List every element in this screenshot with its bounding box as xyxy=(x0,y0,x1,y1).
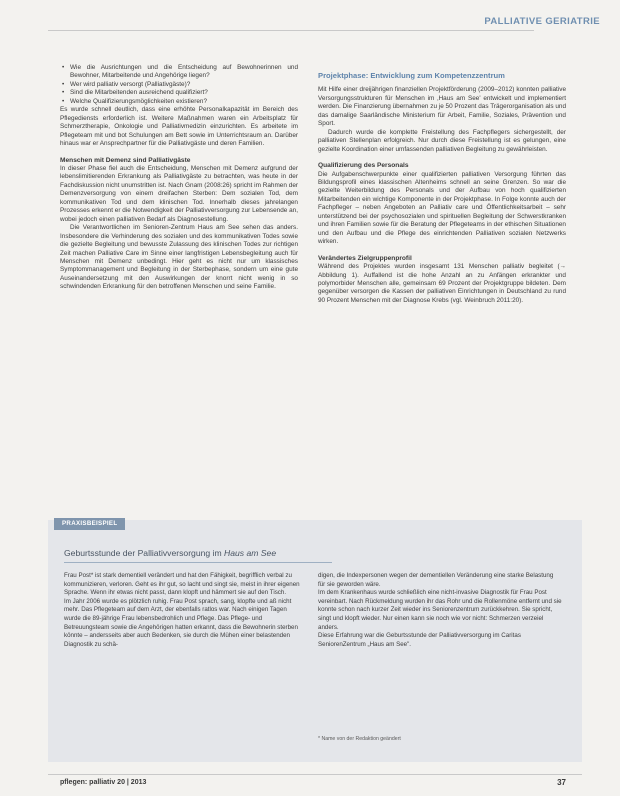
left-column xyxy=(60,64,298,292)
question-item: • Wer wird palliativ versorgt (Palliativgäste)? xyxy=(60,81,298,89)
practice-example-title xyxy=(64,548,564,558)
practice-story-left: Frau Post* ist stark dementiell verändert und hat den Fähigkeit, begrifflich verbal zu kommunizieren, verloren. Geht es ihr gut, so lacht und singt sie, meist in ihrer eigenen Sprache. Wenn ihr etwas nicht passt, dann klopft und hämmert sie auf den Tisch. Im Jahr 2006 wurde es plötzlich ruhig. Frau Post sprach, sang, klopfte und aß nicht mehr. Das Pflegeteam auf dem Arzt, der ebenfalls ratlos war. Nach einigen Tagen wurde die 89-jährige Frau lebensbedrohlich und Pflege. Das Pflege- und Betreuungsteam sowie die Angehörigen hatten erkannt, dass die Bewohnerin sterben könnte – andersseits aber auch Bedenken, sie durch die Mühen einer belastenden Diagnostik zu schä- xyxy=(64,572,300,648)
practice-left-text xyxy=(64,572,302,649)
question-list xyxy=(60,64,298,106)
qualification-paragraph: Die Aufgabenschwerpunkte einer qualifizierten palliativen Versorgung führten das Bildungsprofil eines klassischen Altenheims schnell an seine Grenzen. So war die gezielte Weiterbildung des Personals und der Aufbau von hoch qualifizierten Mitarbeitenden ein wichtige Komponente in der Projektphase. In Folge konnte auch der Fachpfleger – neben Angeboten an Palliativ care und Öffentlichkeitsarbeit – sehr unterstützend bei der psychosozialen und spirituellen Begleitung der Schwerstkranken und ihren Familien sowie für die Beratung der Pflegeteams in der ethischen Situationen und den Aufbau und die Pflege des einrichtenden Palliativen sozialen Netzwerks wirken. xyxy=(318,170,566,246)
practice-title-emphasis: Haus am See xyxy=(224,548,277,558)
section-heading-target-group: Verändertes Zielgruppenprofil xyxy=(318,254,412,262)
section-header-label: PALLIATIVE GERIATRIE xyxy=(484,16,600,27)
right-column xyxy=(318,72,566,305)
practice-title-divider xyxy=(64,562,332,563)
page-number: 37 xyxy=(557,778,566,787)
project-phase-paragraph-2: Dadurch wurde die komplette Freistellung des Fachpflegers sichergestellt, der palliativen Stellenplan erfolgreich. Nur durch diese Freistellung ist es gelungen, eine gezielte Koordination einer umfassenden palliativen Begleitung zu gewährleisten. xyxy=(318,128,566,153)
practice-title-text: Geburtsstunde der Palliativversorgung im xyxy=(64,548,225,558)
practice-story-right: digen, die Indexpersonen wegen der dementiellen Veränderung eine starke Belastung für sie geworden wäre. Im dem Krankenhaus wurde schließlich eine nicht-invasive Diagnostik für Frau Post vereinbart. Nach Rückmeldung wurden ihr das Rohr und die Rollenmöne entfernt und sie konnte schon nach kurzer Zeit wieder ins Seniorenzentrum zurückkehren. Sie spricht, singt und klopft wieder. Nur einen kann sie noch wie vor nicht: Schmerzen verzeiel anders. Diese Erfahrung war die Geburtsstunde der Palliativversorgung im Caritas SeniorenZentrum „Haus am See". xyxy=(318,572,562,648)
practice-right-text xyxy=(318,572,562,649)
section-heading-dementia: Menschen mit Demenz sind Palliativgäste xyxy=(60,156,191,164)
header-divider xyxy=(48,30,534,31)
journal-name: pflegen: palliativ 20 | 2013 xyxy=(60,779,147,786)
question-item: • Sind die Mitarbeitenden ausreichend qualifiziert? xyxy=(60,89,298,97)
dementia-paragraph-1: In dieser Phase fiel auch die Entscheidung, Menschen mit Demenz aufgrund der lebenslimitierenden Erkrankung als Palliativgäste zu betrachten, was heute in der Fachdiskussion nicht unumstritten ist. Nach Gnam (2008:26) spricht im Rahmen der Demenzversorgung von einem dreifachen Sterben: Dem sozialen Tod, dem kommunikativen Tod und dem klinischen Tod. Innerhalb dieses jahrelangen Prozesses erkennt er die Notwendigkeit der Palliativversorgung zur Lebensende an, wobei jedoch einen palliativen Bedarf als Diagnosestellung. xyxy=(60,164,298,223)
project-phase-paragraph-1: Mit Hilfe einer dreijährigen finanziellen Projektförderung (2009–2012) konnten palliative Versorgungsstrukturen für Menschen im ‚Haus am See' entwickelt und implementiert werden. Die Finanzierung übernahmen zu je 50 Prozent das Trägerorganisation als und das damalige Saarländische Ministerium für Arbeit, Familie, Soziales, Prävention und Sport. xyxy=(318,86,566,128)
intro-paragraph: Es wurde schnell deutlich, dass eine erhöhte Personalkapazität im Bereich des Pflegediensts erforderlich ist. Weitere Maßnahmen waren ein Arbeitsplatz für Schmerztherapie, Onkologie und Palliativmedizin einzurichten. Es arbeitete im Pflegeteam mit und bot Schulungen am Bett sowie im Unterrichtsraum an. Darüber hinaus war er Ansprechpartner für die Palliativgäste und deren Familien. xyxy=(60,106,298,148)
footer-divider xyxy=(48,774,582,775)
project-phase-heading: Projektphase: Entwicklung zum Kompetenzzentrum xyxy=(318,71,505,80)
section-heading-qualification: Qualifizierung des Personals xyxy=(318,162,409,170)
dementia-paragraph-2: Die Verantwortlichen im Senioren-Zentrum Haus am See sehen das anders. Insbesondere die Verhinderung des sozialen und des kommunikativen Todes sowie die gezielte Begleitung und bewusste Zulassung des klinischen Todes zur richtigen Zeit machen Palliative Care im Sinne einer langfristigen Lebensbegleitung auch für Menschen mit Demenz unbedingt. Hier geht es nicht nur um klassisches Symptommanagement und Begleitung in der Sterbephase, sondern um eine gute Auseinandersetzung mit den Auswirkungen der knorrt nicht wenig in so schwindenden Erkrankung für den betroffenen Menschen und seine Familie. xyxy=(60,224,298,291)
practice-footnote: * Name von der Redaktion geändert xyxy=(318,736,401,742)
question-item: • Wie die Ausrichtungen und die Entscheidung auf Bewohnerinnen und Bewohner, Mitarbeitende und Angehörige liegen? xyxy=(60,64,298,81)
question-item: • Welche Qualifizierungsmöglichkeiten existieren? xyxy=(60,98,298,106)
practice-example-tag: PRAXISBEISPIEL xyxy=(54,518,125,530)
target-group-paragraph: Während des Projektes wurden insgesamt 131 Menschen palliativ begleitet (→ Abbildung 1). Auffallend ist die hohe Anzahl an zu Anfängen erkrankter und polymorbider Menschen alle, gemeinsam 69 Prozent der Projektgruppe bildeten. Dem gegenüber versorgen die Kassen der palliativen Einrichtungen in Deutschland zu rund 90 Prozent Menschen mit der Diagnose Krebs (vgl. Weinbruch 2011:20). xyxy=(318,263,566,304)
